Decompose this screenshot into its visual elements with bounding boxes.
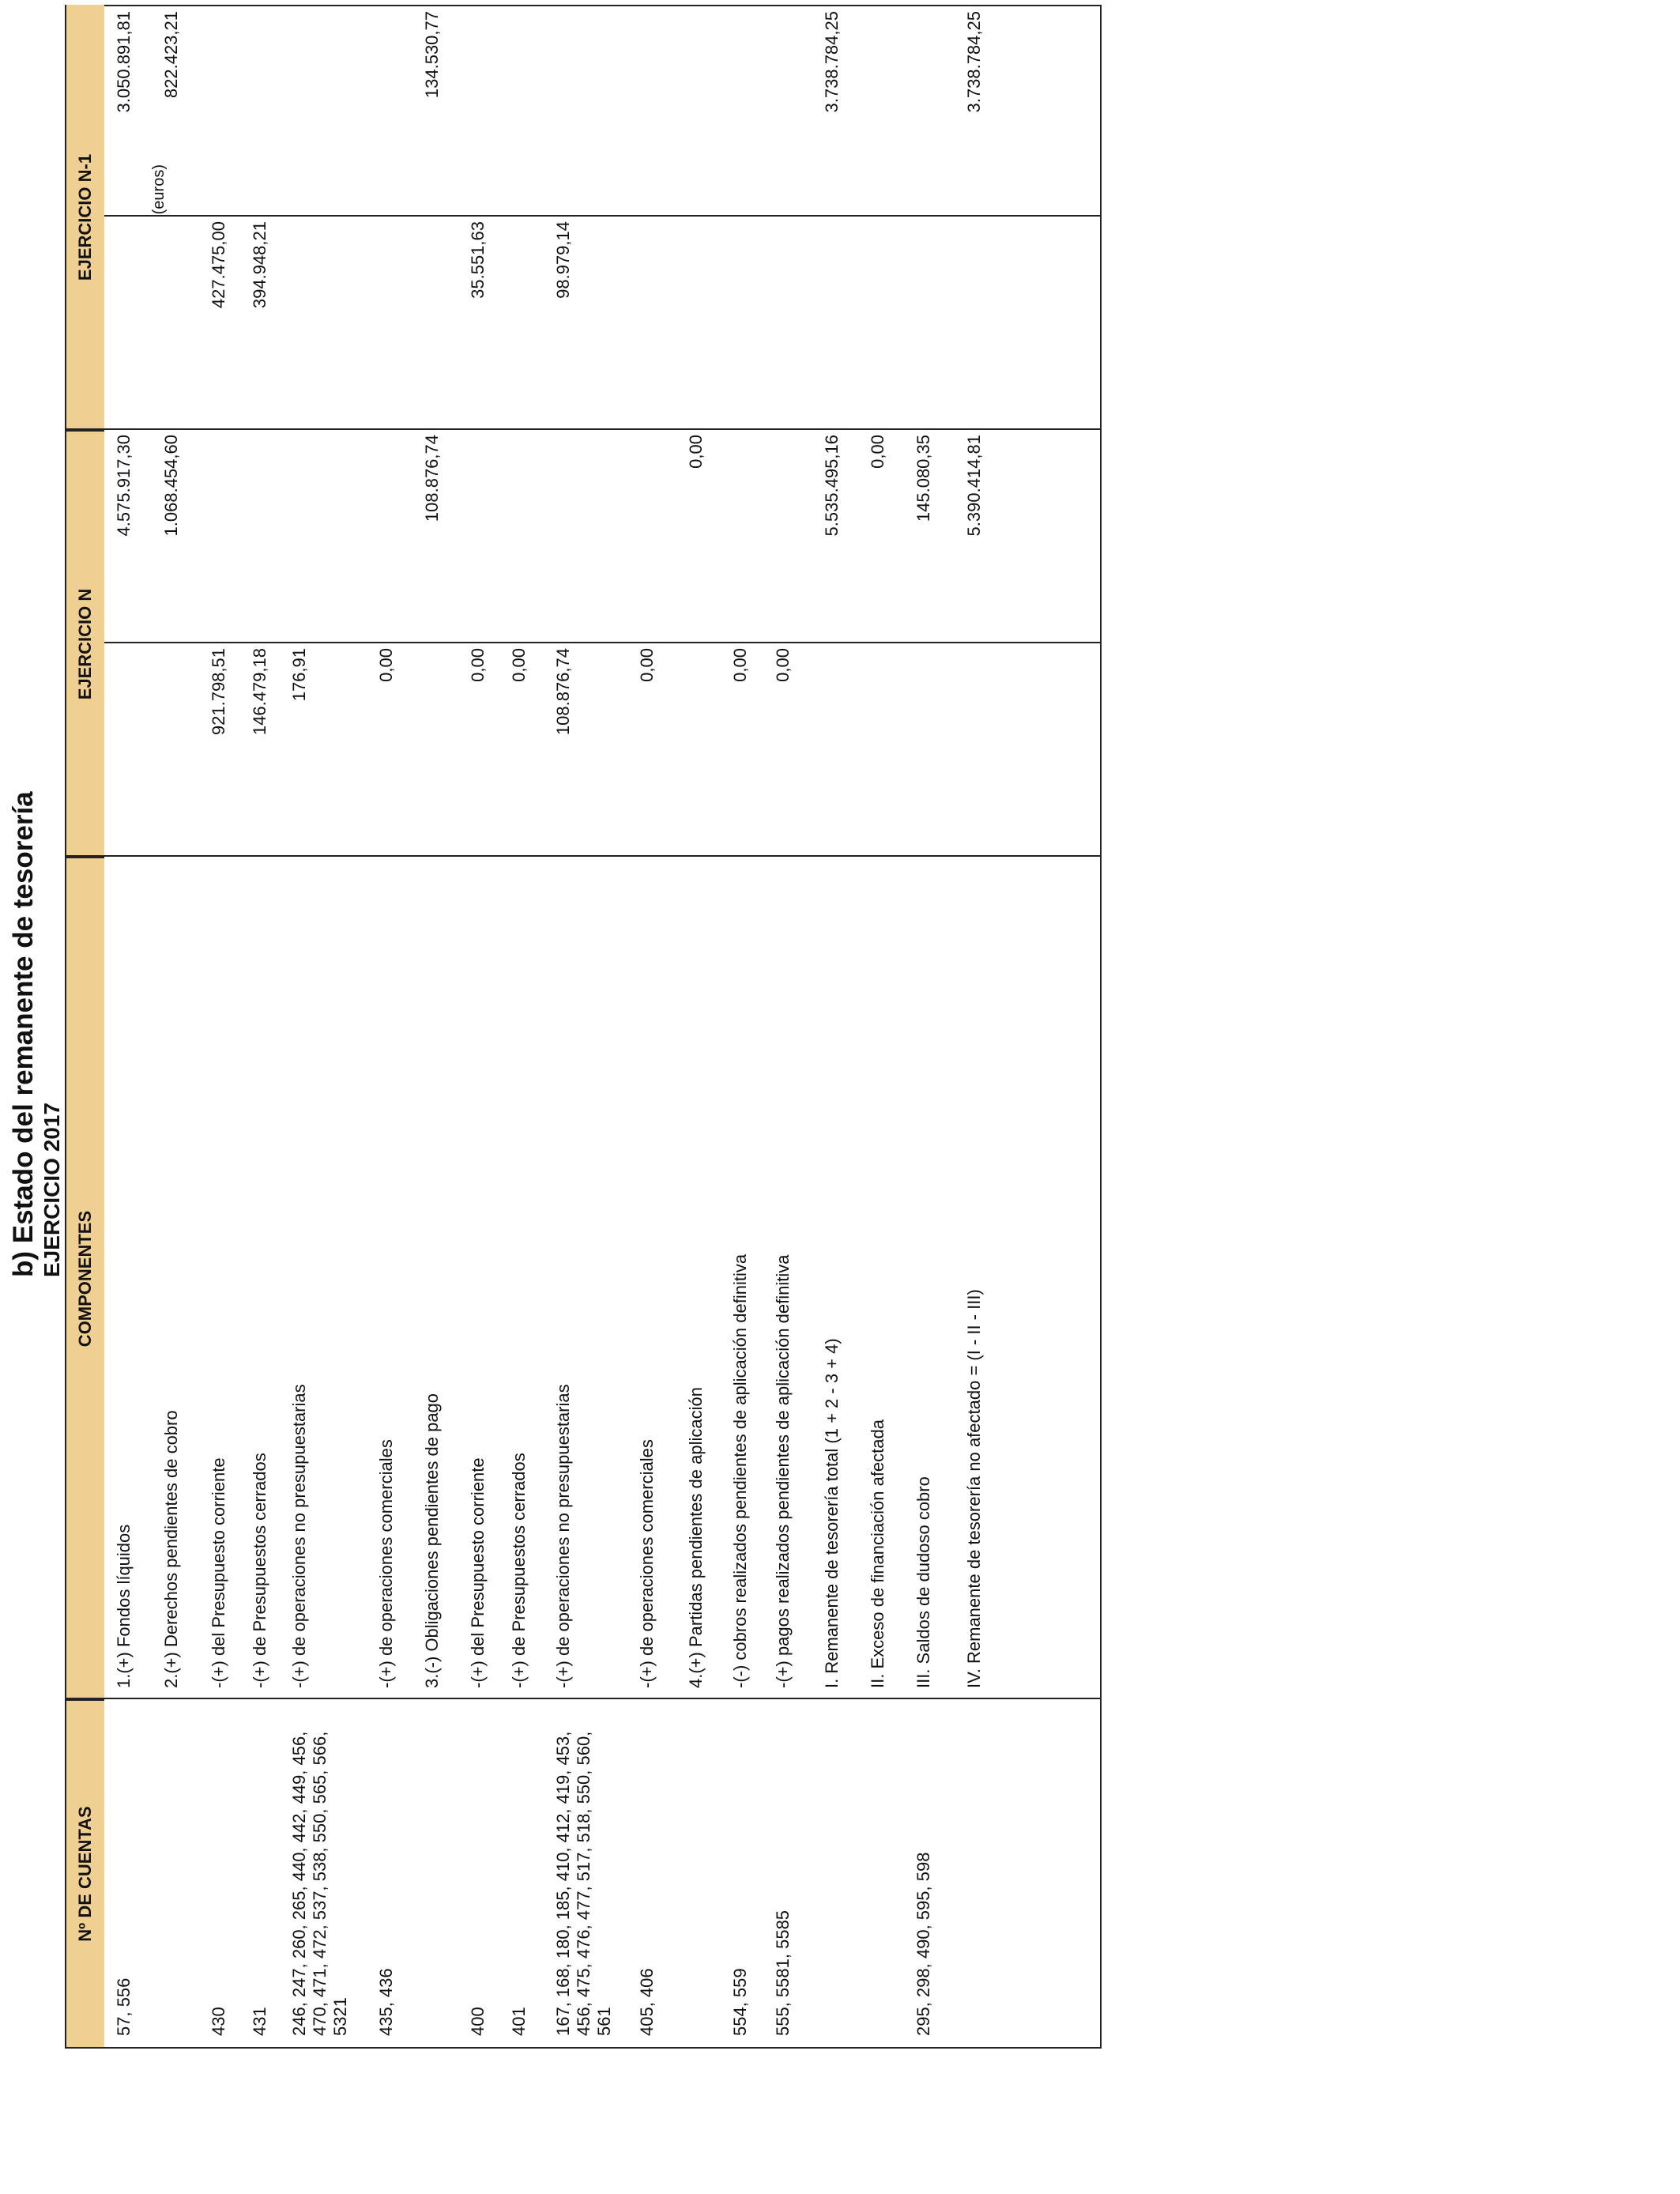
table-cell-componente: -(+) del Presupuesto corriente [468, 1457, 488, 1688]
table-cell-n-total: 4.575.917,30 [114, 435, 134, 537]
table-cell-componente: -(+) pagos realizados pendientes de aplicación definitiva [773, 1254, 793, 1688]
table-cell-n1-total: 3.050.891,81 [114, 11, 134, 113]
table-cell-componente: -(+) de Presupuestos cerrados [250, 1453, 269, 1688]
table-cell-n-det: 0,00 [468, 648, 488, 682]
table-cell-componente: -(+) de operaciones comerciales [376, 1439, 396, 1688]
table-cell-n-det: 0,00 [376, 648, 396, 682]
table-cell-componente: 3.(-) Obligaciones pendientes de pago [422, 1393, 442, 1688]
column-divider [66, 428, 1100, 430]
table-cell-n-total: 108.876,74 [422, 435, 442, 522]
table-cell-n-det: 921.798,51 [209, 648, 228, 736]
table-cell-n-det: 0,00 [730, 648, 750, 682]
table-cell-componente: II. Exceso de financiación afectada [868, 1419, 887, 1688]
table-cell-n-total: 1.068.454,60 [161, 435, 181, 537]
currency-unit: (euros) [150, 164, 168, 215]
table-cell-componente: 1.(+) Fondos líquidos [114, 1524, 134, 1688]
table-cell-n1-det: 98.979,14 [553, 221, 573, 299]
treasury-table [65, 5, 1102, 2049]
table-cell-cuentas: 401 [509, 2007, 529, 2036]
table-cell-n-det: 108.876,74 [553, 648, 573, 736]
column-divider [66, 1698, 1100, 1699]
table-cell-componente: -(-) cobros realizados pendientes de aplicación definitiva [730, 1253, 750, 1688]
table-cell-n1-det: 427.475,00 [209, 221, 228, 309]
table-cell-n-total: 5.535.495,16 [822, 435, 842, 537]
table-cell-componente: -(+) de operaciones no presupuestarias [289, 1384, 309, 1688]
table-cell-cuentas: 555, 5581, 5585 [773, 1909, 793, 2036]
table-cell-cuentas: 430 [209, 2007, 228, 2036]
table-cell-n1-det: 394.948,21 [250, 221, 269, 309]
subcolumn-divider [104, 215, 1100, 217]
table-cell-cuentas: 405, 406 [637, 1968, 657, 2036]
table-cell-n1-total: 3.738.784,25 [964, 11, 984, 113]
table-cell-n-det: 0,00 [509, 648, 529, 682]
table-cell-n-total: 5.390.414,81 [964, 435, 984, 537]
table-cell-n1-det: 35.551,63 [468, 221, 488, 299]
table-cell-n-det: 0,00 [637, 648, 657, 682]
table-cell-componente: IV. Remanente de tesorería no afectado = (I - II - III) [964, 1289, 984, 1688]
header-ejercicio-n: EJERCICIO N [66, 430, 104, 857]
table-cell-componente: -(+) del Presupuesto corriente [209, 1457, 228, 1688]
table-cell-n1-total: 3.738.784,25 [822, 11, 842, 113]
table-cell-cuentas: 57, 556 [114, 1977, 134, 2036]
table-cell-n1-total: 134.530,77 [422, 11, 442, 99]
table-cell-componente: 2.(+) Derechos pendientes de cobro [161, 1410, 181, 1688]
table-cell-cuentas: 435, 436 [376, 1968, 396, 2036]
table-cell-cuentas: 431 [250, 2007, 269, 2036]
table-cell-cuentas: 167, 168, 180, 185, 410, 412, 419, 453, 456, 475, 476, 477, 517, 518, 550, 560, 561 [553, 1731, 614, 2036]
column-divider [66, 855, 1100, 857]
page-subtitle: EJERCICIO 2017 [40, 1103, 64, 1277]
page-title: b) Estado del remanente de tesorería [8, 791, 39, 1277]
table-cell-n1-total: 822.423,21 [161, 11, 181, 99]
table-cell-n-total: 0,00 [868, 435, 887, 469]
table-cell-cuentas: 554, 559 [730, 1968, 750, 2036]
table-cell-n-det: 0,00 [773, 648, 793, 682]
table-cell-componente: -(+) de Presupuestos cerrados [509, 1453, 529, 1688]
table-cell-cuentas: 295, 298, 490, 595, 598 [913, 1852, 933, 2036]
header-ejercicio-n1: EJERCICIO N-1 [66, 5, 104, 430]
table-cell-componente: III. Saldos de dudoso cobro [913, 1476, 933, 1688]
header-componentes: COMPONENTES [66, 857, 104, 1699]
table-cell-componente: I. Remanente de tesorería total (1 + 2 - 3 + 4) [822, 1338, 842, 1688]
header-cuentas: Nº DE CUENTAS [66, 1699, 104, 2047]
table-cell-componente: -(+) de operaciones no presupuestarias [553, 1384, 573, 1688]
table-cell-n-total: 0,00 [686, 435, 706, 469]
table-cell-n-total: 145.080,35 [913, 435, 933, 522]
table-cell-n-det: 176,91 [289, 648, 309, 702]
table-cell-n-det: 146.479,18 [250, 648, 269, 736]
subcolumn-divider [104, 642, 1100, 643]
table-cell-cuentas: 400 [468, 2007, 488, 2036]
table-cell-componente: -(+) de operaciones comerciales [637, 1439, 657, 1688]
table-cell-componente: 4.(+) Partidas pendientes de aplicación [686, 1387, 706, 1688]
table-cell-cuentas: 246, 247, 260, 265, 440, 442, 449, 456, 470, 471, 472, 537, 538, 550, 565, 566, 5321 [289, 1731, 350, 2036]
